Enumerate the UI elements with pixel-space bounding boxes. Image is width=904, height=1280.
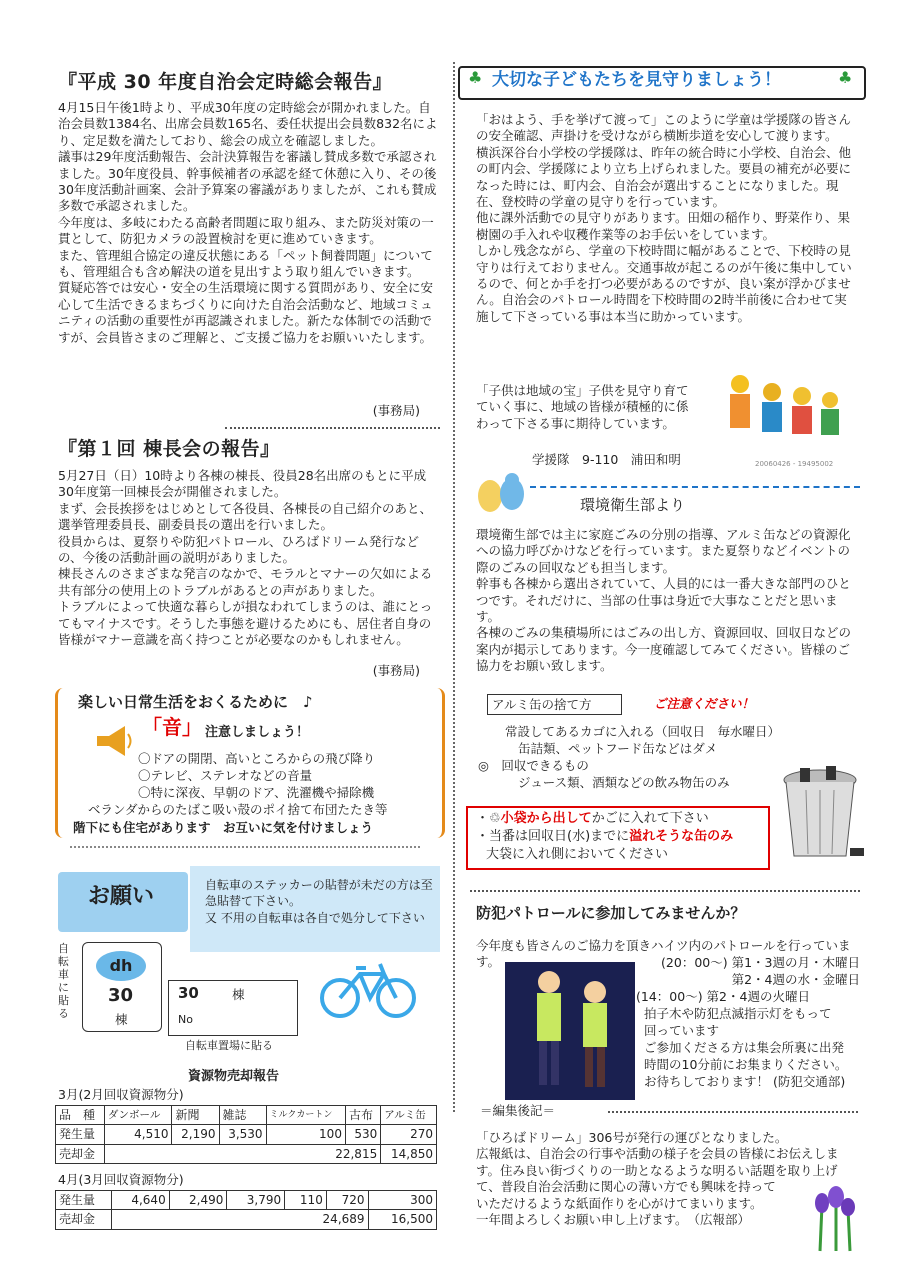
building-title: 『第１回 棟長会の報告』 xyxy=(58,438,280,460)
april-table xyxy=(55,1190,437,1230)
col-header: ダンボール xyxy=(104,1106,172,1125)
alu-rule: ◎ 回収できるもの xyxy=(478,758,589,773)
divider xyxy=(225,427,440,429)
plate-num: 30 xyxy=(178,984,199,1002)
plate-caption: 自転車置場に貼る xyxy=(185,1039,273,1052)
clover-icon: ♣ xyxy=(468,68,483,87)
watch-title: 大切な子どもたちを見守りましょう！ xyxy=(492,70,781,90)
cell: 720 xyxy=(326,1191,368,1210)
watch-body: 「おはよう、手を挙げて渡って」このように学童は学援隊の皆さんの安全確認、声掛けを受けながら横断歩道を安心して渡ります。 横浜深谷台小学校の学援隊は、昨年の統合時に小学校、自治会、他の町内会、学援隊により立ち上げられました。要員の補充が必要になった時には、町内会、自治会が選出することになりました。現在、登校時の学童の見守りを行っています。 他に課外活動での見守りがあります。田畑の稲作り、野菜作り、果樹園の手入れや収穫作業等のお手伝いをしています。 しかし残念ながら、学童の下校時間に幅があることで、下校時の見守りは行えておりません。交通事故が起こるのが午後に集中しているので、何とか手を打つ必要があるのですが、良い案が浮かびません。自治会のパトロール時間を下校時間の2時半前後に合わせて実施して下さっている事は本当に助かっています。 xyxy=(476,112,852,324)
mascot-icon xyxy=(472,468,528,518)
col-header: 古布 xyxy=(345,1106,380,1125)
noise-item: ベランダからのたばこ吸い殻のポイ捨て布団たたき等 xyxy=(88,802,388,817)
notice-red: 小袋から出して xyxy=(500,811,592,826)
patrol-line: 回っています xyxy=(644,1023,720,1038)
sound-word: 「音」 xyxy=(142,715,202,739)
postscript-title: ＝編集後記＝ xyxy=(480,1103,556,1118)
alu-label: アルミ缶の捨て方 xyxy=(487,694,622,715)
alu-rule: ジュース類、酒類などの飲み物缶のみ xyxy=(518,775,730,790)
notice-line xyxy=(476,829,733,845)
cell: 100 xyxy=(266,1125,345,1144)
cell: 300 xyxy=(368,1191,436,1210)
notice-text: ・当番は回収日(水)までに xyxy=(476,829,630,844)
iris-flower-icon xyxy=(800,1185,862,1253)
postscript-body: 「ひろばドリーム」306号が発行の運びとなりました。 広報紙は、自治会の行事や活動の様子を会員の皆様にお伝えします。住み良い街づくりの一助となるような明るい話題を取り上げて、普段自治会活動に関心の薄い方でも興味を持って いただけるような紙面作りを心がけてまいります。 一年間よろしくお願い申し上げます。 （広報部） xyxy=(476,1130,839,1228)
image-id: 20060426 - 19495002 xyxy=(755,460,834,468)
noise-footer: 階下にも住宅があります お互いに気を付けましょう xyxy=(73,820,374,835)
plate-no: No xyxy=(178,1013,193,1026)
env-body: 環境衛生部では主に家庭ごみの分別の指導、アルミ缶などの資源化への協力呼びかけなどを行っています。また夏祭りなどイベントの際のごみの回収なども担当します。 幹事も各棟から選出されていて、人員的には一番大きな部門のひとつです。それだけに、当部の仕事は身近で大事なことだと思います。 各棟のごみの集積場所にはごみの出し方、資源回収、回収日などの案内が掲示してあります。今一度確認してみてください。皆様のご協力をお願い致します。 xyxy=(476,527,852,674)
patrol-line: ご参加くださる方は集会所裏に出発 xyxy=(644,1040,845,1055)
notice-text: 大袋に入れ側においてください xyxy=(486,847,669,862)
cell: 22,815 xyxy=(104,1144,380,1163)
speaker-icon xyxy=(95,724,135,758)
noise-caution: 注意しましょう！ xyxy=(205,725,310,740)
meeting-sign: (事務局) xyxy=(372,403,420,418)
children-illustration xyxy=(710,370,850,454)
column-divider xyxy=(453,62,455,1112)
patrol-line: 時間の10分前にお集まりください。 xyxy=(644,1057,848,1072)
notice-text: かごに入れて下さい xyxy=(591,811,709,826)
divider xyxy=(70,846,420,848)
cell: 16,500 xyxy=(368,1210,436,1229)
patrol-line: (20：00〜) 第1・3週の月・木曜日 xyxy=(661,955,860,970)
cell: 3,530 xyxy=(219,1125,266,1144)
sticker-dh: dh xyxy=(96,951,146,981)
meeting-title: 『平成 30 年度自治会定時総会報告』 xyxy=(58,71,393,93)
clover-icon: ♣ xyxy=(838,68,853,87)
patrol-line: 拍子木や防犯点滅指示灯をもって xyxy=(644,1006,832,1021)
patrol-illustration xyxy=(505,962,635,1100)
row-label: 発生量 xyxy=(56,1125,105,1144)
bicycle-icon xyxy=(318,960,418,1020)
col-header: アルミ缶 xyxy=(381,1106,437,1125)
col-header: 品 種 xyxy=(56,1106,105,1125)
env-line xyxy=(530,486,860,488)
side-label: 自転車に貼る xyxy=(58,942,69,1020)
patrol-intro: 今年度も皆さんのご協力を頂きハイツ内のパトロールを行っています。 xyxy=(476,938,851,970)
request-title: お願い xyxy=(88,884,155,909)
noise-item: 〇テレビ、ステレオなどの音量 xyxy=(138,768,313,783)
cell: 270 xyxy=(381,1125,437,1144)
building-body: 5月27日（日）10時より各棟の棟長、役員28名出席のもとに平成30年度第一回棟長会が開催されました。 まず、会長挨拶をはじめとして各役員、各棟長の自己紹介のあと、選挙管理委員長、副委員長の選出を行いました。 役員からは、夏祭りや防犯パトロール、ひろばドリーム発行などの、今後の活動計画の説明がありました。 棟長さんのさまざまな発言のなかで、モラルとマナーの欠如による共有部分の使用上のトラブルがあるとの声がありました。 トラブルによって快適な暮らしが損なわれてしまうのは、誰にとってもマイナスです。そうした事態を避けるためにも、居住者自身の皆様がマナー意識を高く持つことが必要なのかもしれません。 xyxy=(58,468,433,648)
cell: 110 xyxy=(285,1191,327,1210)
patrol-line: お待ちしております！ (防犯交通部) xyxy=(644,1074,846,1089)
noise-item: 〇ドアの開閉、高いところからの飛び降り xyxy=(138,751,376,766)
patrol-title: 防犯パトロールに参加してみませんか？ xyxy=(476,904,746,922)
meeting-body: 4月15日午後1時より、平成30年度の定時総会が開かれました。自治会員数1384名、出席会員数165名、委任状提出会員数832名により、定足数を満たしており、総会の成立を確認しました。 議事は29年度活動報告、会計決算報告を審議し賛成多数で承認されました。30年度役員、幹事候補者の承認を経て休憩に入り、その後30年度活動計画案、会計予算案の審議がありましたが、これも賛成多数で承認されました。 今年度は、多岐にわたる高齢者問題に取り組み、また防災対策の一貫として、防犯カメラの設置検討を更に進めていきます。 また、管理組合協定の違反状態にある「ペット飼養問題」についても、管理組合も含め解決の道を見出すよう取り組んでいきます。 質疑応答では安心・安全の生活環境に関する質問があり、安全に安心して生活できるまちづくりに向けた自治会活動など、地域コミュニティの活動の重要性が再認識されました。新たな体制での活動ですが、会員皆さまのご理解と、ご支援ご協力をお願いいたします。 xyxy=(58,100,438,345)
patrol-line: (14：00〜) 第2・4週の火曜日 xyxy=(636,989,810,1004)
alu-rule: 缶詰類、ペットフード缶などはダメ xyxy=(518,741,718,756)
noise-title: 楽しい日常生活をおくるために ♪ xyxy=(78,693,313,711)
watch-sign: 学援隊 9-110 浦田和明 xyxy=(532,452,681,467)
table-row xyxy=(56,1210,437,1229)
building-sign: (事務局) xyxy=(372,663,420,678)
col-header: 新聞 xyxy=(172,1106,219,1125)
sales-title: 資源物売却報告 xyxy=(188,1069,280,1084)
cell: 4,640 xyxy=(112,1191,170,1210)
april-label: 4月(3月回収資源物分) xyxy=(58,1172,184,1187)
trash-can-icon xyxy=(776,760,866,870)
watch-body2: 「子供は地域の宝」子供を見守り育てていく事に、地域の皆様が積極的に係わって下さる事に期待しています。 xyxy=(476,383,689,431)
col-header: ミルクカートン xyxy=(266,1106,345,1125)
sticker-num: 30 xyxy=(108,985,134,1006)
cell: 2,190 xyxy=(172,1125,219,1144)
march-table xyxy=(55,1105,437,1164)
col-header: 雑誌 xyxy=(219,1106,266,1125)
divider xyxy=(608,1111,858,1113)
row-label: 発生量 xyxy=(56,1191,112,1210)
plate-unit: 棟 xyxy=(232,987,245,1002)
alu-rule: 常設してあるカゴに入れる（回収日 毎水曜日） xyxy=(505,724,781,739)
cell: 14,850 xyxy=(381,1144,437,1163)
row-label: 売却金 xyxy=(56,1144,105,1163)
divider xyxy=(470,890,860,892)
cell: 4,510 xyxy=(104,1125,172,1144)
cell: 2,490 xyxy=(169,1191,227,1210)
table-row xyxy=(56,1106,437,1125)
env-title: 環境衛生部より xyxy=(580,496,686,514)
row-label: 売却金 xyxy=(56,1210,112,1229)
recycle-icon: ♲ xyxy=(489,811,501,826)
march-label: 3月(2月回収資源物分) xyxy=(58,1087,184,1102)
alu-caution: ご注意ください！ xyxy=(654,696,755,711)
table-row xyxy=(56,1191,437,1210)
cell: 3,790 xyxy=(227,1191,285,1210)
notice-line xyxy=(476,811,709,827)
table-row xyxy=(56,1144,437,1163)
cell: 530 xyxy=(345,1125,380,1144)
request-text: 自転車のステッカーの貼替が未だの方は至急貼替て下さい。 又 不用の自転車は各自で処分して下さい xyxy=(205,878,433,925)
sticker-unit: 棟 xyxy=(115,1012,128,1027)
table-row xyxy=(56,1125,437,1144)
patrol-line: 第2・4週の水・金曜日 xyxy=(731,972,860,987)
noise-item: 〇特に深夜、早朝のドア、洗濯機や掃除機 xyxy=(138,785,375,800)
notice-red: 溢れそうな缶のみ xyxy=(629,829,734,844)
cell: 24,689 xyxy=(112,1210,369,1229)
notice-bullet: ・ xyxy=(476,811,490,826)
